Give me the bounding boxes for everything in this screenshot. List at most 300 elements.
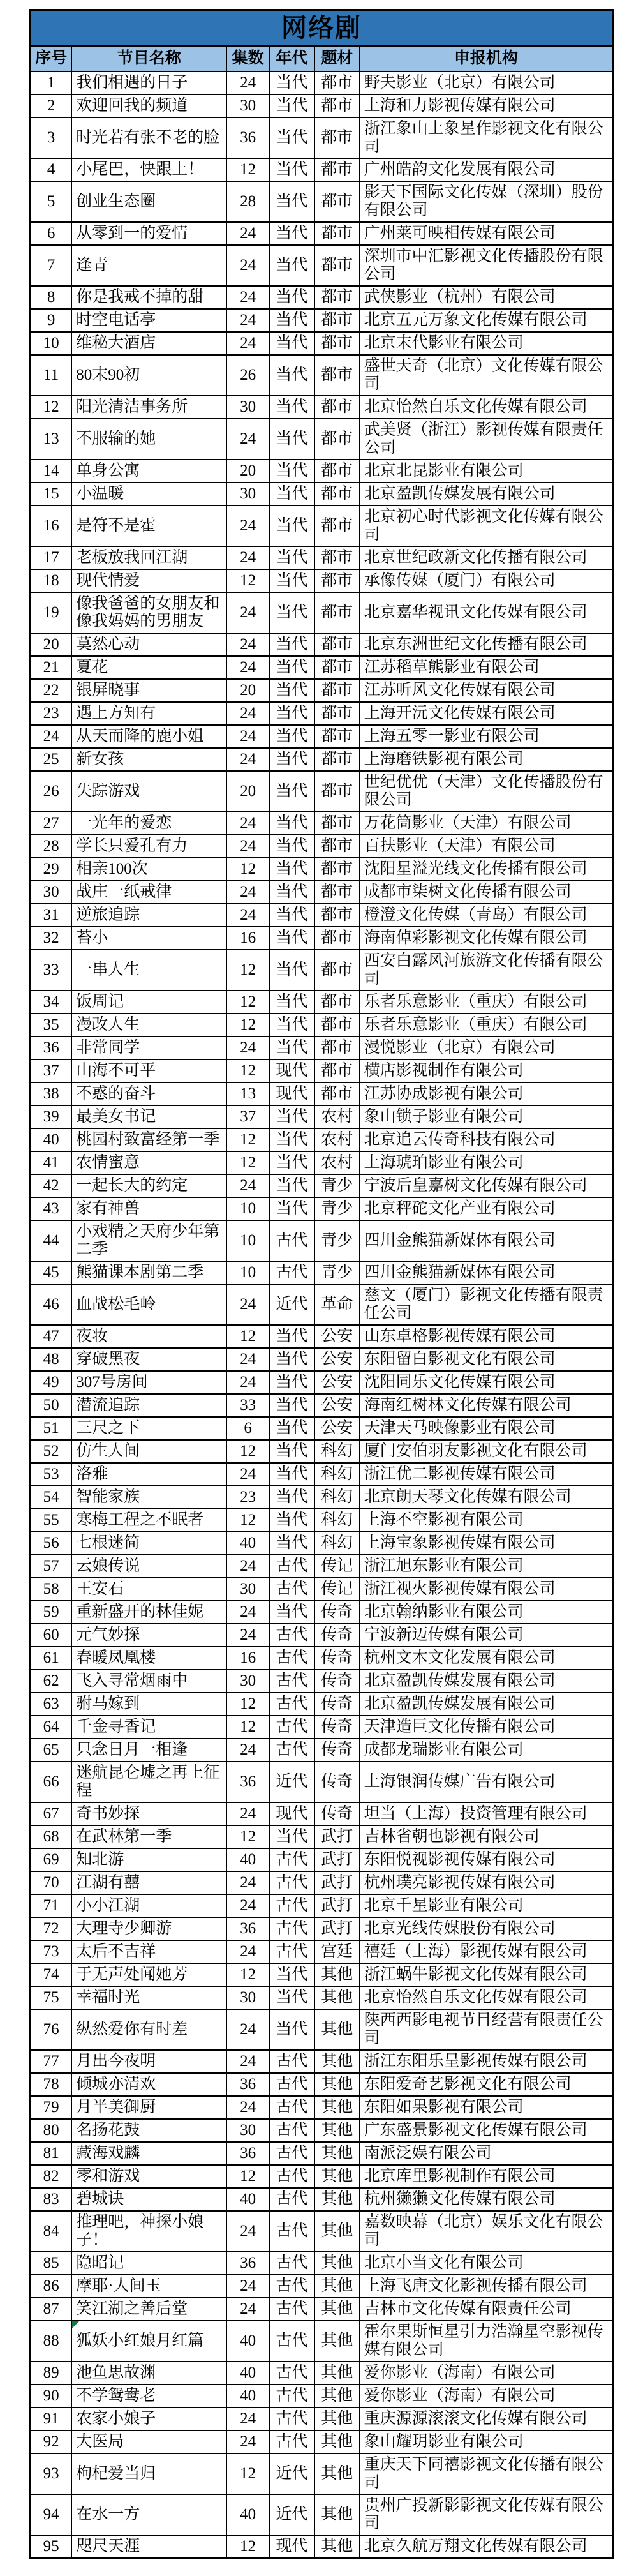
cell-episodes: 24 [226,1894,269,1917]
cell-organization: 天津造巨文化传播有限公司 [360,1716,613,1739]
cell-genre: 农村 [314,1151,360,1174]
table-row [31,2096,613,2119]
cell-era: 当代 [269,812,314,835]
cell-organization: 上海琥珀影业有限公司 [360,1151,613,1174]
cell-episodes: 24 [226,1348,269,1371]
cell-organization: 浙江视火影视传媒有限公司 [360,1578,613,1601]
cell-era: 当代 [269,1371,314,1394]
cell-era: 当代 [269,460,314,483]
cell-title: 江湖有囍 [71,1871,226,1894]
table-row [31,332,613,355]
cell-title: 狐妖小红娘月红篇 [71,2321,226,2362]
cell-title: 相亲100次 [71,858,226,881]
cell-era: 当代 [269,1509,314,1532]
cell-organization: 承像传媒（厦门）有限公司 [360,569,613,592]
cell-organization: 厦门安伯羽友影视文化有限公司 [360,1440,613,1463]
cell-era: 当代 [269,1963,314,1986]
cell-episodes: 24 [226,2009,269,2050]
cell-index: 87 [31,2298,72,2321]
cell-era: 古代 [269,2119,314,2142]
cell-genre: 都市 [314,927,360,950]
cell-episodes: 24 [226,332,269,355]
cell-index: 57 [31,1555,72,1578]
cell-organization: 贵州广投新影影视文化传媒有限公司 [360,2494,613,2535]
cell-title: 维秘大酒店 [71,332,226,355]
cell-index: 93 [31,2453,72,2494]
table-row [31,1762,613,1802]
cell-organization: 象山锁子影业有限公司 [360,1105,613,1128]
cell-era: 当代 [269,1486,314,1509]
cell-index: 4 [31,158,72,181]
cell-organization: 海南倬彩影视文化传媒有限公司 [360,927,613,950]
cell-era: 古代 [269,1555,314,1578]
cell-organization: 上海飞唐文化影视传播有限公司 [360,2275,613,2298]
cell-genre: 都市 [314,679,360,702]
cell-genre: 其他 [314,2494,360,2535]
cell-title: 智能家族 [71,1486,226,1509]
cell-index: 8 [31,286,72,309]
cell-era: 古代 [269,2188,314,2211]
cell-index: 65 [31,1739,72,1762]
cell-index: 78 [31,2073,72,2096]
cell-organization: 北京光线传媒股份有限公司 [360,1917,613,1940]
cell-episodes: 12 [226,1509,269,1532]
cell-title: 农情蜜意 [71,1151,226,1174]
cell-era: 当代 [269,332,314,355]
cell-genre: 传奇 [314,1693,360,1716]
cell-episodes: 40 [226,2362,269,2385]
cell-era: 当代 [269,1014,314,1037]
cell-episodes: 24 [226,1371,269,1394]
table-row [31,355,613,396]
cell-index: 64 [31,1716,72,1739]
cell-era: 古代 [269,2142,314,2165]
cell-era: 古代 [269,2408,314,2430]
cell-title: 纵然爱你有时差 [71,2009,226,2050]
cell-title: 三尺之下 [71,1417,226,1440]
cell-index: 20 [31,633,72,656]
cell-organization: 陕西西影电视节目经营有限责任公司 [360,2009,613,2050]
cell-genre: 都市 [314,592,360,633]
cell-index: 84 [31,2211,72,2252]
cell-genre: 公安 [314,1417,360,1440]
cell-title: 从零到一的爱情 [71,222,226,245]
table-row [31,94,613,117]
cell-title: 重新盛开的林佳妮 [71,1601,226,1624]
cell-episodes: 24 [226,2050,269,2073]
cell-index: 90 [31,2385,72,2408]
cell-episodes: 24 [226,633,269,656]
cell-index: 95 [31,2535,72,2559]
table-row [31,1917,613,1940]
cell-era: 古代 [269,2252,314,2275]
cell-genre: 都市 [314,245,360,286]
cell-index: 85 [31,2252,72,2275]
cell-era: 近代 [269,2453,314,2494]
cell-genre: 公安 [314,1325,360,1348]
cell-episodes: 36 [226,2142,269,2165]
cell-episodes: 12 [226,1060,269,1082]
cell-title: 云娘传说 [71,1555,226,1578]
cell-era: 当代 [269,94,314,117]
cell-episodes: 12 [226,1693,269,1716]
cell-title: 老板放我回江湖 [71,546,226,569]
cell-genre: 武打 [314,1871,360,1894]
cell-title: 阳光清洁事务所 [71,396,226,419]
cell-title: 大理寺少卿游 [71,1917,226,1940]
table-row [31,1555,613,1578]
table-row [31,2321,613,2362]
cell-era: 当代 [269,748,314,771]
cell-era: 当代 [269,309,314,332]
cell-episodes: 24 [226,904,269,927]
table-row [31,1940,613,1963]
cell-episodes: 24 [226,222,269,245]
cell-organization: 北京末代影业有限公司 [360,332,613,355]
cell-genre: 公安 [314,1371,360,1394]
cell-era: 当代 [269,1417,314,1440]
cell-genre: 公安 [314,1348,360,1371]
cell-genre: 都市 [314,460,360,483]
cell-organization: 北京怡然自乐文化传媒有限公司 [360,1986,613,2009]
cell-organization: 北京小当文化有限公司 [360,2252,613,2275]
cell-era: 当代 [269,483,314,505]
cell-genre: 其他 [314,2073,360,2096]
table-row [31,1693,613,1716]
cell-index: 38 [31,1082,72,1105]
cell-organization: 浙江旭东影业有限公司 [360,1555,613,1578]
cell-organization: 北京北昆影业有限公司 [360,460,613,483]
column-header-organization: 申报机构 [360,46,613,71]
cell-index: 62 [31,1670,72,1693]
cell-organization: 沈阳同乐文化传媒有限公司 [360,1371,613,1394]
cell-genre: 都市 [314,835,360,858]
cell-title: 是符不是霍 [71,505,226,546]
cell-era: 古代 [269,1578,314,1601]
cell-index: 17 [31,546,72,569]
cell-episodes: 6 [226,1417,269,1440]
cell-episodes: 12 [226,991,269,1014]
cell-title: 太后不吉祥 [71,1940,226,1963]
table-row [31,245,613,286]
cell-index: 51 [31,1417,72,1440]
cell-title: 名扬花鼓 [71,2119,226,2142]
cell-organization: 成都龙瑞影业有限公司 [360,1739,613,1762]
cell-title: 逢青 [71,245,226,286]
cell-organization: 横店影视制作有限公司 [360,1060,613,1082]
cell-index: 35 [31,1014,72,1037]
cell-index: 77 [31,2050,72,2073]
cell-organization: 吉林省朝也影视有限公司 [360,1825,613,1848]
table-title-row [31,10,613,47]
cell-genre: 都市 [314,309,360,332]
cell-genre: 宫廷 [314,1940,360,1963]
table-row [31,2009,613,2050]
cell-era: 当代 [269,355,314,396]
cell-episodes: 13 [226,1082,269,1105]
cell-organization: 北京翰纳影业有限公司 [360,1601,613,1624]
table-row [31,702,613,725]
cell-index: 75 [31,1986,72,2009]
cell-title: 元气妙探 [71,1624,226,1647]
cell-episodes: 12 [226,1825,269,1848]
cell-title: 单身公寓 [71,460,226,483]
cell-era: 古代 [269,2321,314,2362]
cell-episodes: 12 [226,1128,269,1151]
cell-title: 80末90初 [71,355,226,396]
cell-title: 隐昭记 [71,2252,226,2275]
cell-era: 古代 [269,2050,314,2073]
cell-genre: 武打 [314,1894,360,1917]
table-row [31,2275,613,2298]
cell-title: 七根迷简 [71,1532,226,1555]
cell-era: 现代 [269,1060,314,1082]
cell-organization: 宁波新迈传媒有限公司 [360,1624,613,1647]
cell-index: 61 [31,1647,72,1670]
cell-genre: 都市 [314,222,360,245]
cell-organization: 影天下国际文化传媒（深圳）股份有限公司 [360,181,613,222]
cell-episodes: 24 [226,419,269,460]
cell-era: 当代 [269,1986,314,2009]
cell-index: 56 [31,1532,72,1555]
cell-organization: 北京追云传奇科技有限公司 [360,1128,613,1151]
cell-title: 幸福时光 [71,1986,226,2009]
cell-index: 48 [31,1348,72,1371]
column-header-genre: 题材 [314,46,360,71]
cell-genre: 公安 [314,1394,360,1417]
cell-title: 时空电话亭 [71,309,226,332]
cell-title: 莫然心动 [71,633,226,656]
cell-index: 70 [31,1871,72,1894]
cell-organization: 嘉数映幕（北京）娱乐文化有限公司 [360,2211,613,2252]
cell-index: 21 [31,656,72,679]
cell-episodes: 40 [226,1532,269,1555]
cell-title: 从天而降的鹿小姐 [71,725,226,748]
cell-title: 熊猫课本剧第二季 [71,1261,226,1284]
cell-episodes: 20 [226,460,269,483]
cell-organization: 上海银润传媒广告有限公司 [360,1762,613,1802]
cell-title: 不服输的她 [71,419,226,460]
cell-genre: 都市 [314,546,360,569]
cell-episodes: 24 [226,546,269,569]
cell-era: 古代 [269,1848,314,1871]
cell-index: 37 [31,1060,72,1082]
cell-genre: 其他 [314,2362,360,2385]
cell-episodes: 24 [226,656,269,679]
cell-era: 古代 [269,1716,314,1739]
cell-title: 小温暖 [71,483,226,505]
cell-title: 非常同学 [71,1037,226,1060]
cell-genre: 其他 [314,2430,360,2453]
table-row [31,904,613,927]
cell-genre: 科幻 [314,1509,360,1532]
cell-episodes: 16 [226,1647,269,1670]
table-row [31,881,613,904]
table-row [31,2142,613,2165]
cell-episodes: 30 [226,94,269,117]
cell-episodes: 24 [226,2275,269,2298]
cell-genre: 其他 [314,2385,360,2408]
cell-episodes: 36 [226,1917,269,1940]
cell-era: 当代 [269,1197,314,1220]
cell-episodes: 24 [226,2298,269,2321]
cell-era: 当代 [269,1394,314,1417]
table-row [31,748,613,771]
cell-era: 古代 [269,1624,314,1647]
cell-era: 古代 [269,1917,314,1940]
cell-index: 55 [31,1509,72,1532]
cell-organization: 西安白露风河旅游文化传播有限公司 [360,950,613,991]
cell-index: 36 [31,1037,72,1060]
cell-era: 当代 [269,1174,314,1197]
cell-title: 在武林第一季 [71,1825,226,1848]
cell-era: 当代 [269,1532,314,1555]
table-row [31,1647,613,1670]
cell-title: 漫改人生 [71,1014,226,1037]
cell-episodes: 40 [226,1848,269,1871]
cell-organization: 北京盈凯传媒发展有限公司 [360,1693,613,1716]
cell-genre: 都市 [314,355,360,396]
cell-index: 19 [31,592,72,633]
table-row [31,2362,613,2385]
cell-organization: 上海和力影视传媒有限公司 [360,94,613,117]
cell-era: 当代 [269,569,314,592]
cell-title: 在水一方 [71,2494,226,2535]
cell-index: 52 [31,1440,72,1463]
cell-organization: 重庆天下同禧影视文化传播有限公司 [360,2453,613,2494]
table-row [31,592,613,633]
cell-genre: 都市 [314,1060,360,1082]
cell-episodes: 24 [226,309,269,332]
cell-genre: 都市 [314,505,360,546]
table-row [31,1986,613,2009]
cell-organization: 东阳如果影视有限公司 [360,2096,613,2119]
cell-era: 古代 [269,1670,314,1693]
cell-organization: 天津天马映像影业有限公司 [360,1417,613,1440]
cell-organization: 北京久航万翔文化传媒有限公司 [360,2535,613,2559]
table-row [31,1220,613,1261]
cell-genre: 传奇 [314,1601,360,1624]
cell-era: 古代 [269,1940,314,1963]
cell-title: 逆旅追踪 [71,904,226,927]
cell-index: 86 [31,2275,72,2298]
cell-index: 11 [31,355,72,396]
cell-index: 60 [31,1624,72,1647]
cell-episodes: 12 [226,1151,269,1174]
cell-era: 古代 [269,2385,314,2408]
table-row [31,927,613,950]
cell-index: 82 [31,2165,72,2188]
cell-episodes: 24 [226,592,269,633]
cell-era: 古代 [269,1261,314,1284]
cell-era: 当代 [269,71,314,94]
cell-organization: 北京世纪政新文化传播有限公司 [360,546,613,569]
cell-genre: 其他 [314,2321,360,2362]
cell-era: 当代 [269,1325,314,1348]
cell-genre: 科幻 [314,1486,360,1509]
cell-index: 71 [31,1894,72,1917]
cell-index: 14 [31,460,72,483]
table-row [31,2211,613,2252]
cell-era: 当代 [269,633,314,656]
cell-episodes: 24 [226,1463,269,1486]
table-row [31,2453,613,2494]
cell-era: 当代 [269,1105,314,1128]
cell-index: 15 [31,483,72,505]
cell-genre: 都市 [314,286,360,309]
cell-genre: 科幻 [314,1532,360,1555]
cell-organization: 江苏协成影视有限公司 [360,1082,613,1105]
cell-episodes: 24 [226,1601,269,1624]
table-row [31,1802,613,1825]
cell-title: 驸马嫁到 [71,1693,226,1716]
cell-episodes: 12 [226,1963,269,1986]
cell-era: 当代 [269,1463,314,1486]
cell-organization: 东阳爱奇艺影视文化有限公司 [360,2073,613,2096]
cell-era: 当代 [269,702,314,725]
cell-episodes: 26 [226,355,269,396]
cell-genre: 其他 [314,1963,360,1986]
cell-organization: 东阳留白影视文化有限公司 [360,1348,613,1371]
cell-title: 新女孩 [71,748,226,771]
table-row [31,1261,613,1284]
cell-index: 40 [31,1128,72,1151]
table-row [31,1128,613,1151]
cell-index: 89 [31,2362,72,2385]
cell-organization: 浙江象山上象星作影视文化有限公司 [360,117,613,158]
cell-genre: 其他 [314,2408,360,2430]
cell-index: 6 [31,222,72,245]
cell-episodes: 24 [226,2408,269,2430]
table-row [31,1509,613,1532]
cell-episodes: 12 [226,1014,269,1037]
table-row [31,1578,613,1601]
table-row [31,419,613,460]
cell-organization: 百扶影业（天津）有限公司 [360,835,613,858]
table-row [31,483,613,505]
table-row [31,656,613,679]
cell-era: 当代 [269,1825,314,1848]
cell-episodes: 24 [226,812,269,835]
cell-title: 不学鸳鸯老 [71,2385,226,2408]
cell-episodes: 12 [226,2453,269,2494]
cell-episodes: 12 [226,2535,269,2559]
cell-episodes: 24 [226,245,269,286]
cell-era: 当代 [269,245,314,286]
table-row [31,505,613,546]
cell-organization: 乐者乐意影业（重庆）有限公司 [360,991,613,1014]
cell-organization: 慈文（厦门）影视文化传播有限责任公司 [360,1284,613,1325]
table-row [31,1284,613,1325]
table-row [31,1197,613,1220]
cell-genre: 其他 [314,2252,360,2275]
table-row [31,1105,613,1128]
table-row [31,117,613,158]
cell-genre: 武打 [314,1825,360,1848]
cell-title: 银屏晓事 [71,679,226,702]
cell-organization: 南派泛娱有限公司 [360,2142,613,2165]
cell-era: 当代 [269,835,314,858]
cell-organization: 禧廷（上海）影视传媒有限公司 [360,1940,613,1963]
cell-index: 28 [31,835,72,858]
column-header-era: 年代 [269,46,314,71]
cell-episodes: 30 [226,1670,269,1693]
cell-organization: 重庆源源滚滚文化传媒有限公司 [360,2408,613,2430]
cell-era: 古代 [269,2362,314,2385]
cell-title: 奇书妙探 [71,1802,226,1825]
cell-title: 穿破黑夜 [71,1348,226,1371]
cell-title: 潜流追踪 [71,1394,226,1417]
